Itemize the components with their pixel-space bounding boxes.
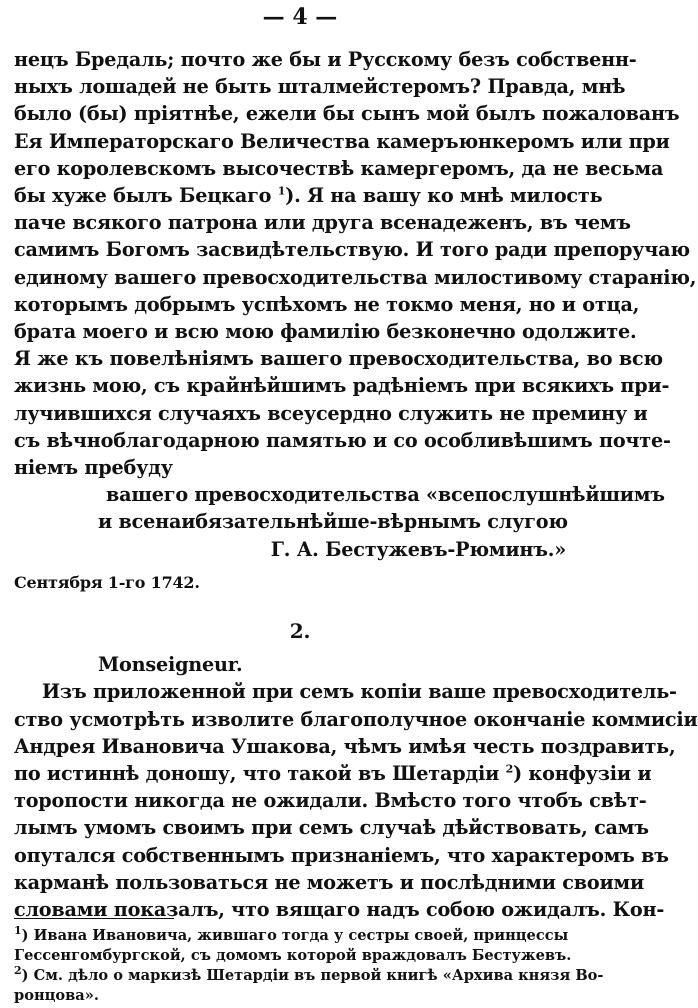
footnote-line <box>14 926 586 946</box>
text-line: съ вѣчноблагодарною памятью и со особливѣшимъ почте- <box>14 428 671 452</box>
body-text <box>14 46 698 923</box>
page-number: — 4 — <box>262 4 338 30</box>
text-line: брата моего и всю мою фамилію безконечно одолжите. <box>14 320 637 344</box>
text-line: ніемъ пребуду <box>14 456 173 480</box>
text-line: единому вашего превосходительства милостивому старанію, <box>14 265 697 289</box>
footnote-line: ронцова». <box>14 987 99 1004</box>
text-line: опутался собственнымъ признаніемъ, что характеромъ въ <box>14 843 669 867</box>
letter-number: 2. <box>289 619 311 644</box>
text-line <box>14 760 652 787</box>
footnote-text: ) Ивана Ивановича, жившаго тогда у сестры своей, принцессы <box>21 927 569 944</box>
text-line: самимъ Богомъ засвидѣтельствую. И того ради препоручаю <box>14 238 690 262</box>
text-fragment: бы хуже былъ Бецкаго <box>14 184 272 208</box>
text-line: ство усмотрѣть изволите благополучное окончаніе коммисіи <box>14 707 698 731</box>
footnote-line: Гессенгомбургской, съ домомъ которой враждовалъ Бестужевъ. <box>14 947 572 964</box>
signature-line: вашего превосходительства «всепослушнѣйшимъ <box>106 483 665 507</box>
text-line: которымъ добрымъ успѣхомъ не токмо меня, но и отца, <box>14 292 640 316</box>
text-line: жизнь мою, съ крайнѣйшимъ радѣніемъ при всякихъ при- <box>14 374 670 398</box>
footnote-ref: 1 <box>277 184 286 198</box>
text-line <box>14 182 603 209</box>
footnote-line <box>14 964 604 986</box>
footnote-mark: 1 <box>14 924 22 938</box>
footnote-mark: 2 <box>14 964 22 978</box>
salutation: Monseigneur. <box>98 653 243 677</box>
footnote-ref: 2 <box>505 762 514 776</box>
letter-date: Сентября 1-го 1742. <box>14 572 200 592</box>
text-line: ныхъ лошадей не быть шталмейстеромъ? Правда, мнѣ <box>14 75 626 99</box>
footnote-divider <box>14 918 174 919</box>
signature-line: и всенаибязательнѣйше-вѣрнымъ слугою <box>98 510 568 534</box>
footnotes <box>14 924 604 1006</box>
text-line: лымъ умомъ своимъ при семъ случаѣ дѣйствовать, самъ <box>14 816 649 840</box>
text-line: Ея Императорскаго Величества камеръюнкеромъ или при <box>14 129 670 153</box>
text-line: Андрея Ивановича Ушакова, чѣмъ имѣя честь поздравить, <box>14 734 676 758</box>
text-fragment: по истиннѣ доношу, что такой въ Шетардіи <box>14 762 500 786</box>
text-fragment: ) конфузіи и <box>513 762 652 786</box>
signature-name: Г. А. Бестужевъ-Рюминъ.» <box>270 537 566 561</box>
text-line: карманѣ пользоваться не можетъ и послѣдними своими <box>14 870 644 894</box>
text-line: паче всякого патрона или друга всенадеженъ, въ чемъ <box>14 211 631 235</box>
text-line: было (бы) пріятнѣе, ежели бы сынъ мой былъ пожалованъ <box>14 102 680 126</box>
text-line: его королевскомъ высочествѣ камергеромъ, да не весьма <box>14 156 664 180</box>
footnote-text: ) См. дѣло о маркизѣ Шетардіи въ первой книгѣ «Архива князя Во- <box>21 967 604 984</box>
text-line: Изъ приложенной при семъ копіи ваше превосходитель- <box>42 680 677 704</box>
text-line: словами показалъ, что вящаго надъ собою ожидалъ. Кон- <box>14 898 665 922</box>
text-line: лучившихся случаяхъ всеусердно служить не премину и <box>14 401 648 425</box>
text-line: нецъ Бредаль; почто же бы и Русскому безъ собственн- <box>14 48 637 71</box>
text-line: торопости никогда не ожидали. Вмѣсто того чтобъ свѣт- <box>14 789 647 813</box>
text-line: Я же къ повелѣніямъ вашего превосходительства, во всю <box>14 347 663 371</box>
text-fragment: ). Я на вашу ко мнѣ милость <box>285 184 603 208</box>
